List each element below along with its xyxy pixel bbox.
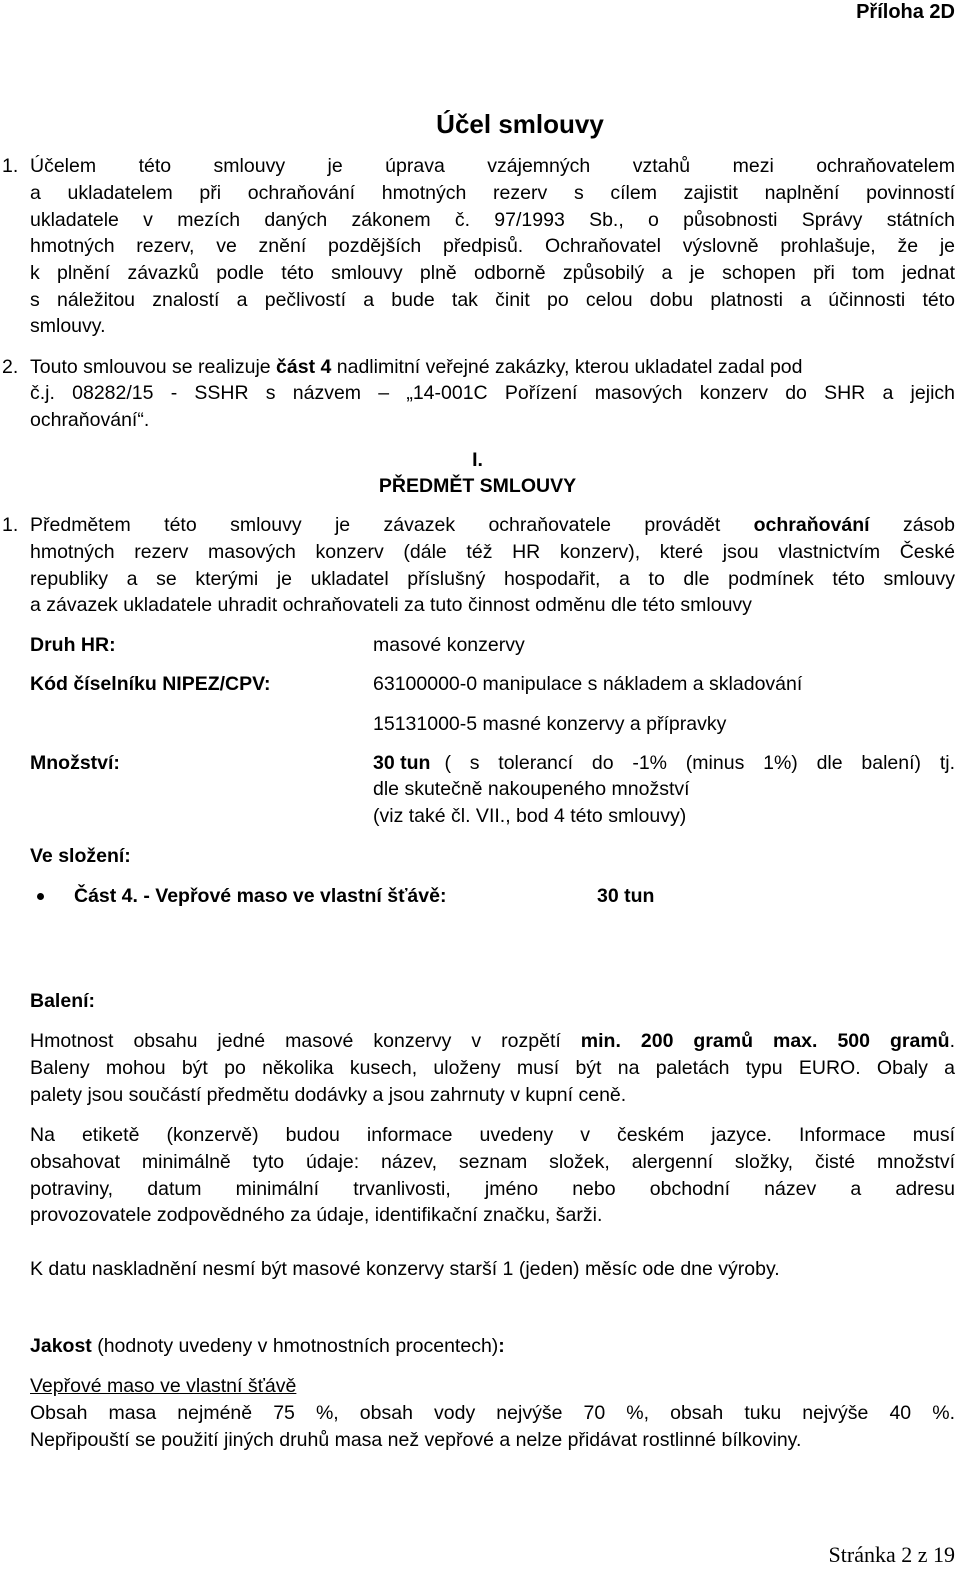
text-line: Hmotnost obsahu jedné masové konzervy v rozpětí min. 200 gramů max. 500 gramů.: [30, 1030, 955, 1052]
jakost-product: Vepřové maso ve vlastní šťávě: [30, 1375, 297, 1397]
text-line: hmotných rezerv, ve znění pozdějších předpisů. Ochraňovatel výslovně prohlašuje, že je: [30, 235, 955, 257]
jakost-heading: Jakost (hodnoty uvedeny v hmotnostních procentech):: [30, 1335, 505, 1357]
mnozstvi-label: Množství:: [30, 752, 120, 774]
text-line: a závazek ukladatele uhradit ochraňovateli za tuto činnost odměnu dle této smlouvy: [30, 594, 752, 616]
paragraph-number: 1.: [2, 514, 19, 536]
text-line: Touto smlouvou se realizuje část 4 nadlimitní veřejné zakázky, kterou ukladatel zadal pod: [30, 356, 803, 378]
text-line: s náležitou znalostí a pečlivostí a bude tak činit po celou dobu platnosti a účinnosti této: [30, 289, 955, 311]
text-line: obsahovat minimálně tyto údaje: název, seznam složek, alergenní složky, čisté množství: [30, 1151, 955, 1173]
bullet-item-label: Část 4. - Vepřové maso ve vlastní šťávě:: [74, 885, 447, 907]
paragraph-number: 1.: [2, 155, 19, 177]
bullet-item-value: 30 tun: [597, 885, 655, 907]
slozeni-label: Ve složení:: [30, 845, 131, 867]
mnozstvi-line-2: dle skutečně nakoupeného množství: [373, 778, 690, 800]
text-line: k plnění závazků podle této smlouvy plně odborně způsobilý a je schopen při tom jednat: [30, 262, 955, 284]
part-number: část 4: [276, 356, 332, 378]
kod-label: Kód číselníku NIPEZ/CPV:: [30, 673, 271, 695]
kod-value-1: 63100000-0 manipulace s nákladem a skladování: [373, 673, 803, 695]
bullet-dot: [37, 893, 44, 900]
text-line: Nepřipouští se použití jiných druhů masa než vepřové a nelze přidávat rostlinné bílkoviny.: [30, 1429, 802, 1451]
text-line: Na etiketě (konzervě) budou informace uvedeny v českém jazyce. Informace musí: [30, 1124, 955, 1146]
text-line: hmotných rezerv masových konzerv (dále též HR konzerv), které jsou vlastnictvím České: [30, 541, 955, 563]
page-title: Účel smlouvy: [436, 109, 604, 139]
text-line: ochraňování“.: [30, 409, 150, 431]
text-line: č.j. 08282/15 - SSHR s názvem – „14-001C Pořízení masových konzerv do SHR a jejich: [30, 382, 955, 404]
mnozstvi-value: 30 tun ( s tolerancí do -1% (minus 1%) dle balení) tj.: [373, 752, 955, 774]
kod-value-2: 15131000-5 masné konzervy a přípravky: [373, 713, 727, 735]
text-line: Baleny mohou být po několika kusech, uloženy musí být na paletách typu EURO. Obaly a: [30, 1057, 955, 1079]
text-line: smlouvy.: [30, 315, 106, 337]
text-line: a ukladatelem při ochraňování hmotných rezerv s cílem zajistit naplnění povinností: [30, 182, 955, 204]
text-line: republiky a se kterými je ukladatel příslušný hospodařit, a to dle podmínek této smlouvy: [30, 568, 955, 590]
text-line: ukladatele v mezích daných zákonem č. 97/1993 Sb., o působnosti Správy státních: [30, 209, 955, 231]
baleni-heading: Balení:: [30, 990, 96, 1012]
text-line: Předmětem této smlouvy je závazek ochraňovatele provádět ochraňování zásob: [30, 514, 955, 536]
section-roman-numeral: I.: [472, 449, 483, 471]
text-line: palety jsou součástí předmětu dodávky a jsou zahrnuty v kupní ceně.: [30, 1084, 627, 1106]
druh-value: masové konzervy: [373, 634, 525, 656]
section-heading: PŘEDMĚT SMLOUVY: [378, 475, 577, 497]
text-line: Obsah masa nejméně 75 %, obsah vody nejvýše 70 %, obsah tuku nejvýše 40 %.: [30, 1402, 955, 1424]
text-line: potraviny, datum minimální trvanlivosti, jméno nebo obchodní název a adresu: [30, 1178, 955, 1200]
mnozstvi-line-3: (viz také čl. VII., bod 4 této smlouvy): [373, 805, 687, 827]
druh-label: Druh HR:: [30, 634, 116, 656]
naskladneni-text: K datu naskladnění nesmí být masové konzervy starší 1 (jeden) měsíc ode dne výroby.: [30, 1258, 780, 1280]
attachment-label: Příloha 2D: [856, 1, 955, 23]
paragraph-number: 2.: [2, 356, 19, 378]
text-line: provozovatele zodpovědného za údaje, identifikační značku, šarži.: [30, 1204, 603, 1226]
text-line: Účelem této smlouvy je úprava vzájemných vztahů mezi ochraňovatelem: [30, 155, 955, 177]
page-number: Stránka 2 z 19: [828, 1542, 955, 1567]
